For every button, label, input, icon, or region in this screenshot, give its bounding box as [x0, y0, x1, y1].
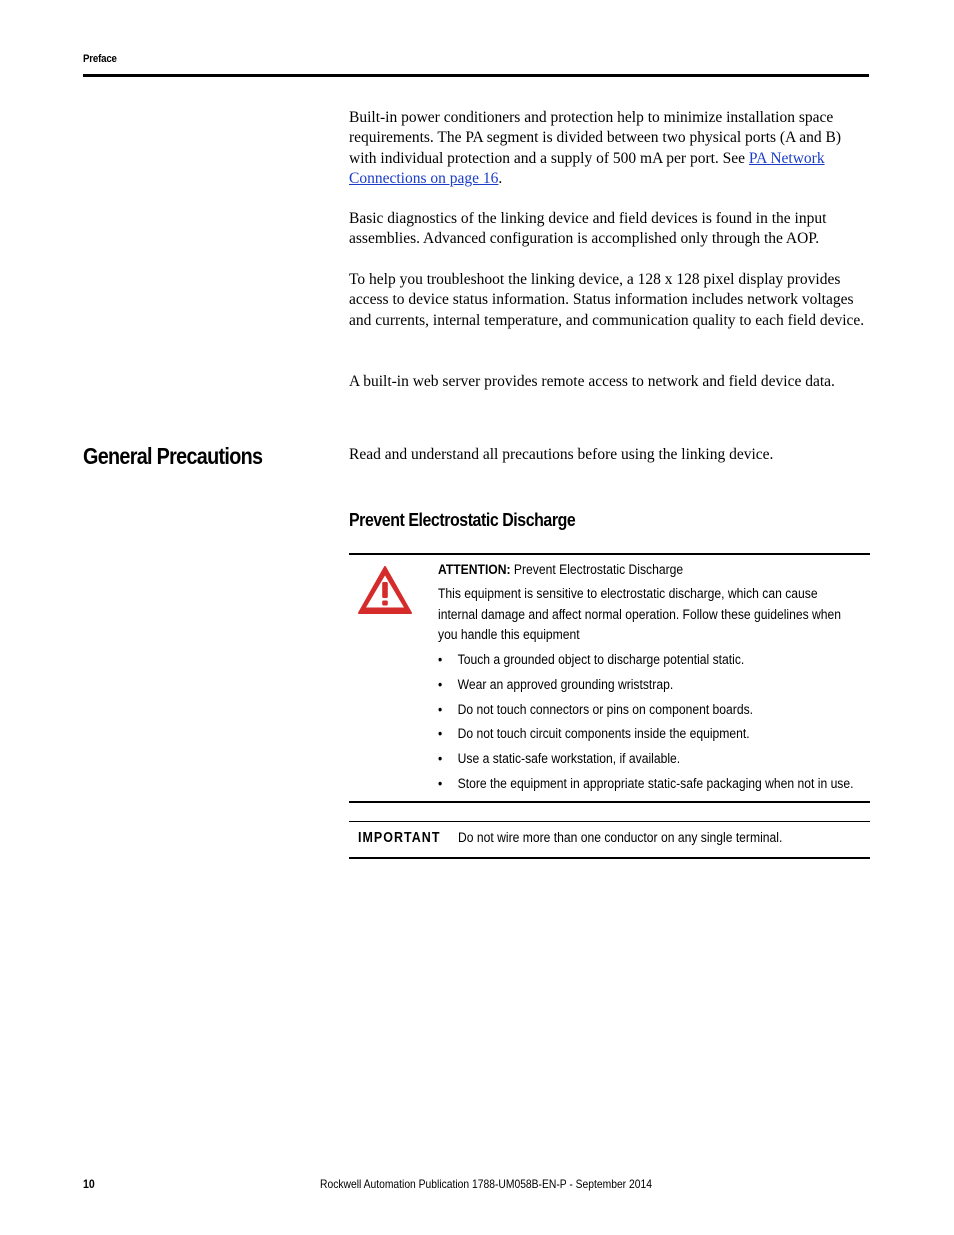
- esd-guideline-text: Wear an approved grounding wriststrap.: [457, 676, 674, 693]
- intro-paragraph-power: [349, 108, 869, 190]
- bullet: •: [438, 775, 443, 792]
- esd-guidelines-list: [438, 650, 857, 799]
- attention-top-rule: [349, 553, 870, 555]
- intro-paragraph-diagnostics: [349, 209, 869, 250]
- running-header: Preface: [83, 53, 117, 65]
- warning-exclamation-dot: [382, 601, 388, 606]
- esd-guideline-text: Do not touch connectors or pins on component boards.: [457, 701, 754, 718]
- page-number: 10: [83, 1177, 95, 1191]
- esd-guideline-item: [438, 749, 857, 770]
- intro-paragraph-display: [349, 270, 869, 331]
- intro-paragraph-diagnostics-text: Basic diagnostics of the linking device and field devices is found in the input assemblies. Advanced configuration is accomplished only through the AOP.: [349, 210, 827, 248]
- footer-publication: Rockwell Automation Publication 1788-UM058B-EN-P - September 2014: [320, 1177, 652, 1191]
- attention-text: This equipment is sensitive to electrostatic discharge, which can cause internal damage and affect normal operation. Follow these guidelines when you handle this equipment: [438, 586, 842, 644]
- intro-paragraph-power-text: Built-in power conditioners and protection help to minimize installation space requirements. The PA segment is divided between two physical ports (A and B) with individual protection and a supply of 500 mA per port. See: [349, 109, 842, 167]
- header-rule: [83, 74, 869, 77]
- esd-guideline-item: [438, 675, 857, 696]
- attention-title: [438, 560, 857, 581]
- esd-guideline-item: [438, 700, 857, 721]
- esd-guideline-text: Store the equipment in appropriate static-safe packaging when not in use.: [457, 775, 854, 792]
- esd-guideline-text: Do not touch circuit components inside the equipment.: [457, 726, 750, 743]
- intro-paragraph-display-text: To help you troubleshoot the linking device, a 128 x 128 pixel display provides access to device status information. Status information includes network voltages and currents, internal temperature, and communication quality to each field device.: [349, 271, 865, 329]
- esd-guideline-item: [438, 724, 857, 745]
- subsection-heading: Prevent Electrostatic Discharge: [349, 509, 576, 530]
- warning-triangle-icon: [357, 565, 413, 615]
- esd-guideline-text: Touch a grounded object to discharge potential static.: [457, 652, 745, 668]
- bullet: •: [438, 701, 443, 718]
- warning-exclamation-bar: [382, 582, 388, 598]
- pa-network-connections-link[interactable]: PA Network Connections on page 16: [349, 149, 825, 188]
- attention-label: ATTENTION:: [438, 562, 511, 578]
- precautions-intro-text: Read and understand all precautions before using the linking device.: [349, 446, 774, 463]
- attention-title-text: Prevent Electrostatic Discharge: [510, 562, 684, 578]
- bullet: •: [438, 726, 443, 743]
- intro-paragraph-web-server: [349, 372, 869, 392]
- intro-paragraph-web-server-text: A built-in web server provides remote access to network and field device data.: [349, 373, 835, 390]
- precautions-intro: [349, 445, 869, 465]
- bullet: •: [438, 751, 443, 768]
- intro-paragraph-power-end: .: [498, 170, 503, 188]
- section-heading: General Precautions: [83, 443, 263, 469]
- important-top-rule: [349, 821, 870, 822]
- important-bottom-rule: [349, 857, 870, 859]
- esd-guideline-item: [438, 774, 857, 795]
- important-label: IMPORTANT: [358, 830, 441, 846]
- bullet: •: [438, 676, 443, 693]
- important-text: Do not wire more than one conductor on any single terminal.: [458, 830, 783, 846]
- esd-guideline-text: Use a static-safe workstation, if available.: [457, 751, 681, 768]
- bullet: •: [438, 652, 443, 668]
- attention-bottom-rule: [349, 801, 870, 803]
- esd-guideline-item: [438, 650, 857, 671]
